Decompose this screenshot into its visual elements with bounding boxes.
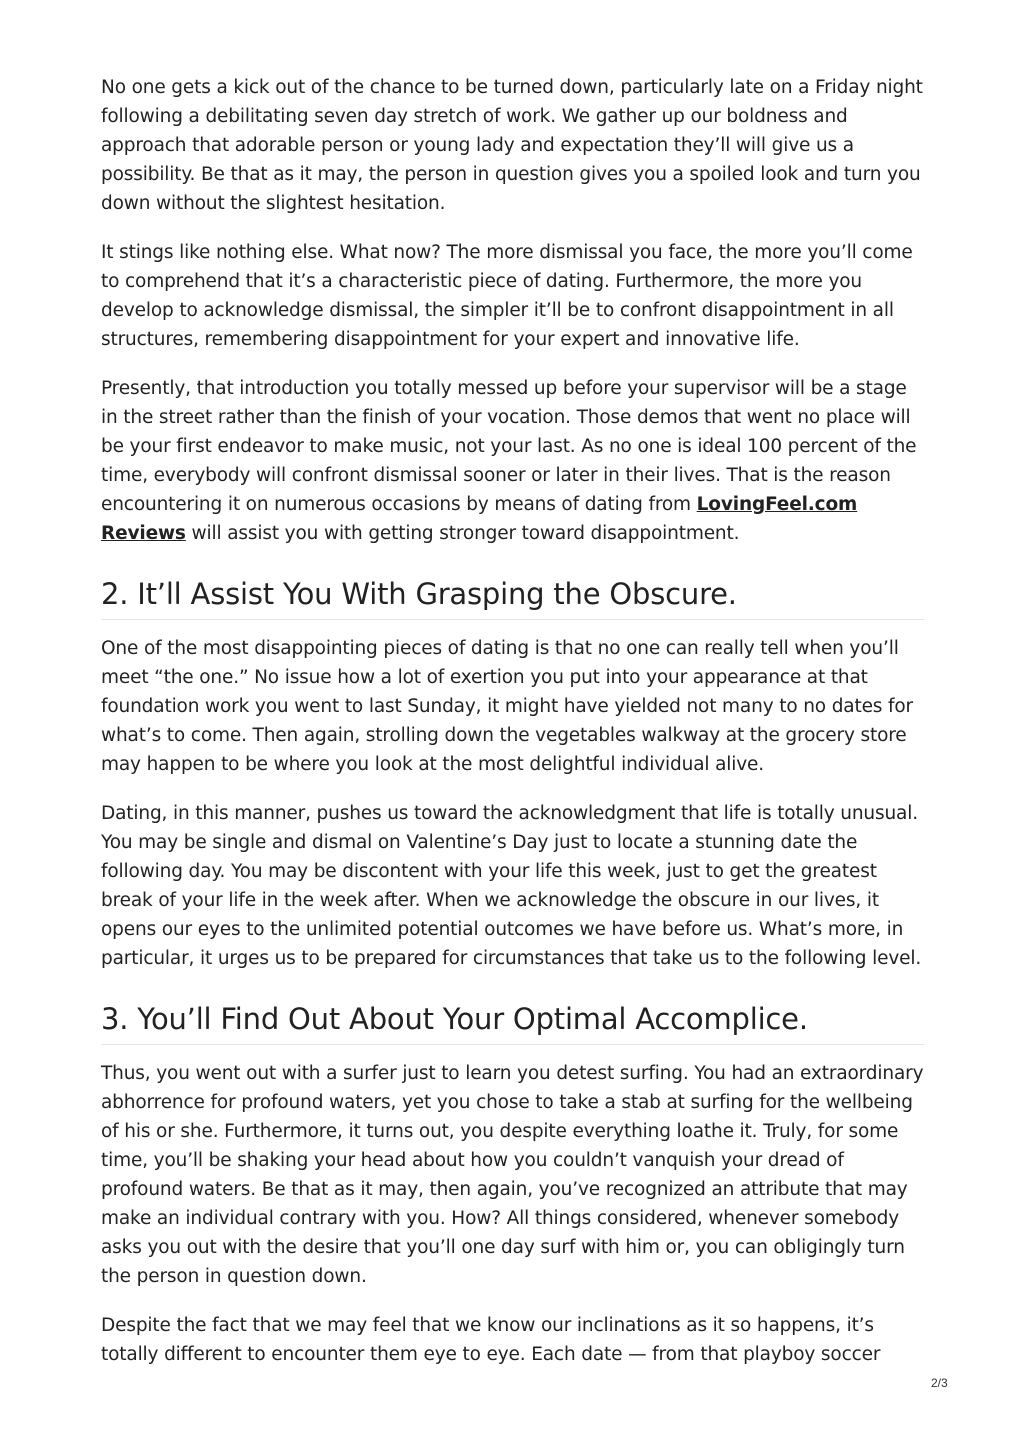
- paragraph-with-link: [101, 374, 924, 548]
- section-heading-3: 3. You’ll Find Out About Your Optimal Accomplice.: [101, 1001, 924, 1045]
- document-body: [101, 73, 924, 1389]
- paragraph: One of the most disappointing pieces of dating is that no one can really tell when you’ll meet “the one.” No issue how a lot of exertion you put into your appearance at that foundation work you went to last Sunday, it might have yielded not many to no dates for what’s to come. Then again, strolling down the vegetables walkway at the grocery store may happen to be where you look at the most delightful individual alive.: [101, 638, 914, 775]
- lovingfeel-reviews-link[interactable]: LovingFeel.com Reviews: [101, 494, 858, 544]
- paragraph: No one gets a kick out of the chance to be turned down, particularly late on a Friday night following a debilitating seven day stretch of work. We gather up our boldness and approach that adorable person or young lady and expectation they’ll will give us a possibility. Be that as it may, the person in question gives you a spoiled look and turn you down without the slightest hesitation.: [101, 77, 923, 214]
- paragraph-text: Presently, that introduction you totally messed up before your supervisor will be a stage in the street rather than the finish of your vocation. Those demos that went no place will be your first endeavor to make music, not your last. As no one is ideal 100 percent of the time, everybody will confront dismissal sooner or later in their lives. That is the reason encountering it on numerous occasions by means of dating from: [101, 378, 917, 515]
- paragraph: Dating, in this manner, pushes us toward the acknowledgment that life is totally unusual. You may be single and dismal on Valentine’s Day just to locate a stunning date the following day. You may be discontent with your life this week, just to get the greatest break of your life in the week after. When we acknowledge the obscure in our lives, it opens our eyes to the unlimited potential outcomes we have before us. What’s more, in particular, it urges us to be prepared for circumstances that take us to the following level.: [101, 803, 922, 969]
- section-heading-2: 2. It’ll Assist You With Grasping the Obscure.: [101, 576, 924, 620]
- paragraph: Despite the fact that we may feel that we know our inclinations as it so happens, it’s totally different to encounter them eye to eye. Each date — from that playboy soccer: [101, 1315, 881, 1365]
- paragraph-text: will assist you with getting stronger toward disappointment.: [185, 523, 740, 544]
- page-number: 2/3: [931, 1376, 948, 1390]
- paragraph: Thus, you went out with a surfer just to learn you detest surfing. You had an extraordinary abhorrence for profound waters, yet you chose to take a stab at surfing for the wellbeing of his or she. Furthermore, it turns out, you despite everything loathe it. Truly, for some time, you’ll be shaking your head about how you couldn’t vanquish your dread of profound waters. Be that as it may, then again, you’ve recognized an attribute that may make an individual contrary with you. How? All things considered, whenever somebody asks you out with the desire that you’ll one day surf with him or, you can obligingly turn the person in question down.: [101, 1063, 924, 1287]
- paragraph: It stings like nothing else. What now? The more dismissal you face, the more you’ll come to comprehend that it’s a characteristic piece of dating. Furthermore, the more you develop to acknowledge dismissal, the simpler it’ll be to confront disappointment in all structures, remembering disappointment for your expert and innovative life.: [101, 242, 913, 350]
